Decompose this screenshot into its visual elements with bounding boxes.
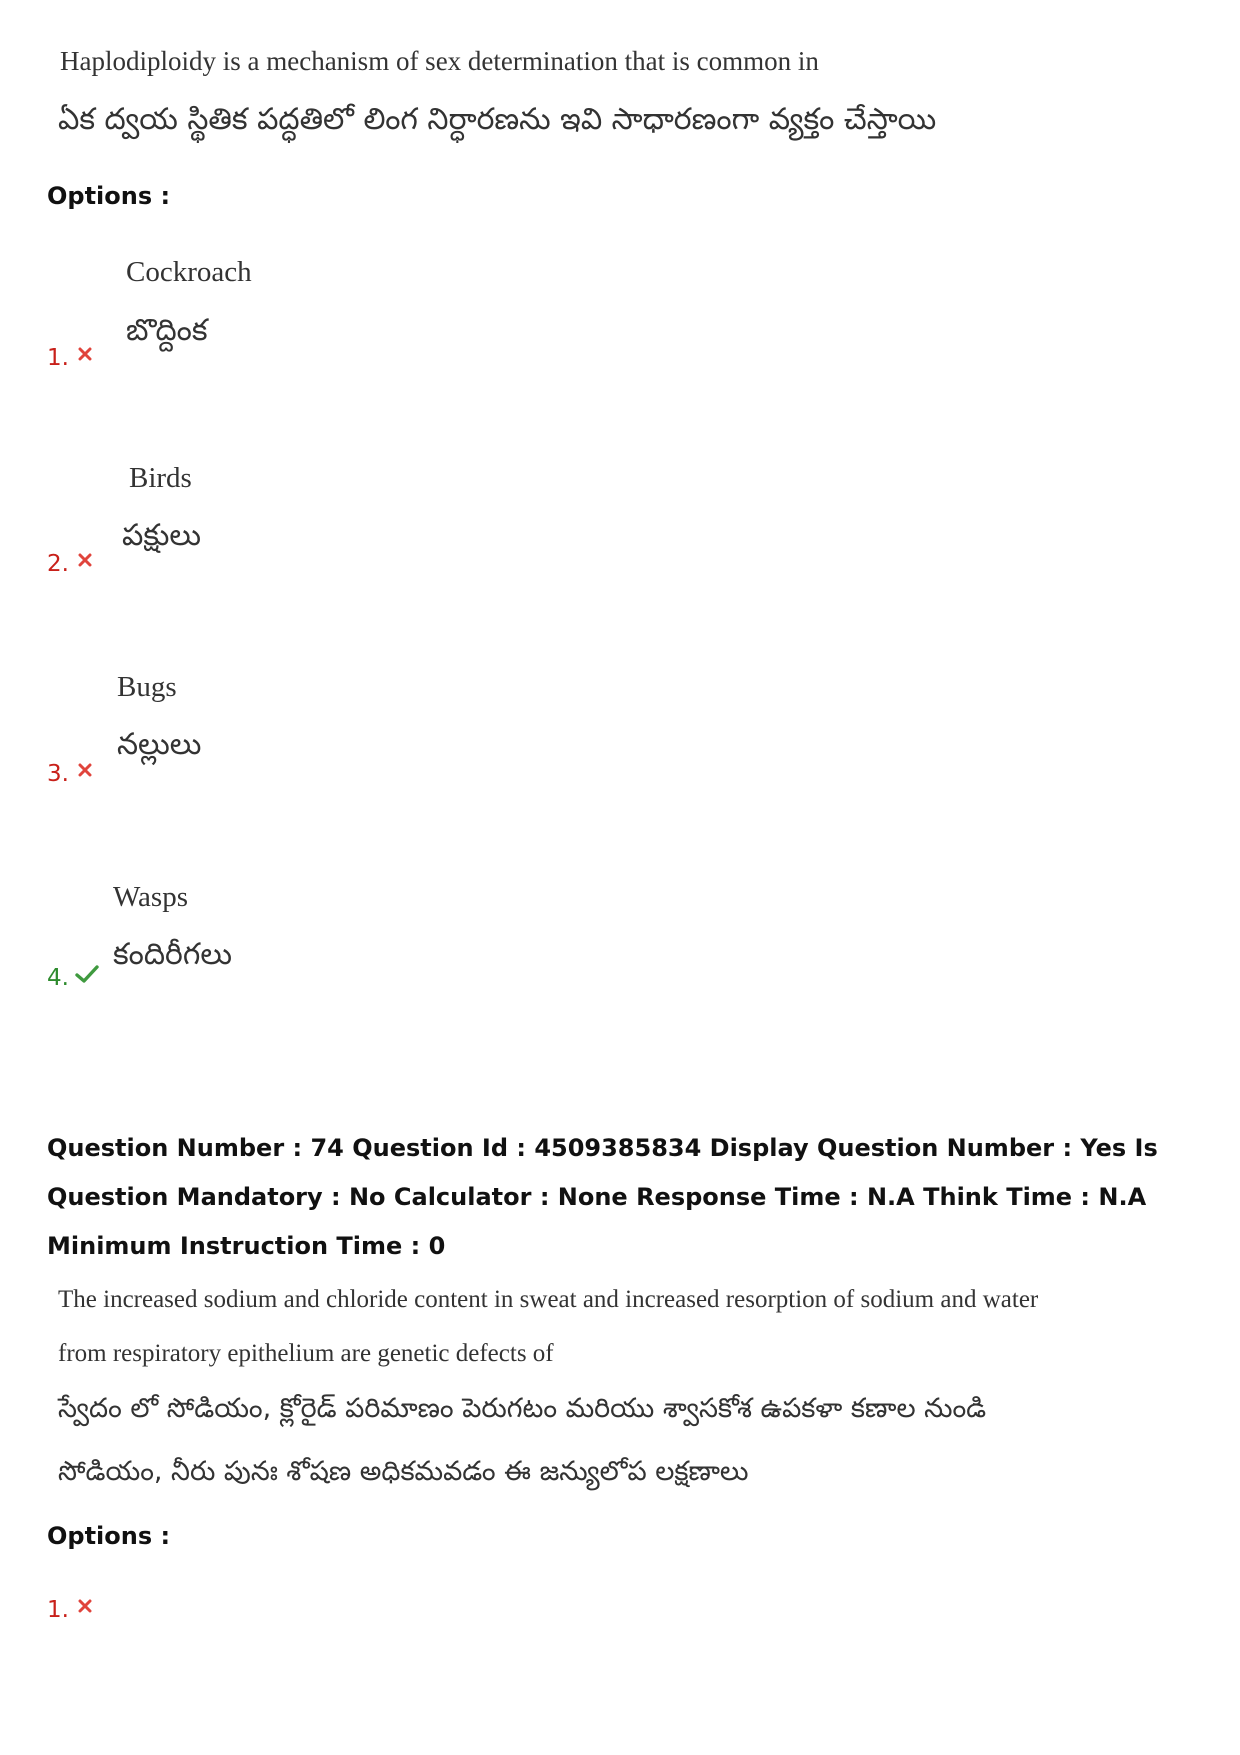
question-73-text-en: Haplodiploidy is a mechanism of sex determination that is common in (60, 46, 819, 76)
question-74-text-en-line2: from respiratory epithelium are genetic defects of (58, 1340, 554, 1367)
cross-icon (78, 763, 92, 777)
question-74-text-te-line1: స్వేదం లో సోడియం, క్లోరైడ్ పరిమాణం పెరుగటం మరియు శ్వాసకోశ ఉపకళా కణాల నుండి (58, 1393, 987, 1424)
option-2-text-en: Birds (129, 462, 192, 494)
question-74-meta: Question Number : 74 Question Id : 4509385834 Display Question Number : Yes Is Question Mandatory : No Calculator : None Response Time : N.A Think Time : N.A Minimum Instruction Time : 0 (47, 1134, 1158, 1260)
option-2-number[interactable]: 2. (47, 551, 69, 577)
question-73-text-te: ఏక ద్వయ స్థితిక పద్ధతిలో లింగ నిర్ధారణను ఇవి సాధారణంగా వ్యక్తం చేస్తాయి (58, 102, 937, 137)
option-2-text-te: పక్షులు (122, 518, 202, 553)
option-1-text-en: Cockroach (126, 256, 252, 288)
option-1-text-te: బొద్దింక (126, 313, 208, 348)
option-1-number[interactable]: 1. (47, 1597, 69, 1623)
option-1-number[interactable]: 1. (47, 345, 69, 371)
option-4-number[interactable]: 4. (47, 965, 69, 991)
options-heading: Options : (47, 182, 171, 210)
cross-icon (78, 1599, 92, 1613)
option-3-number[interactable]: 3. (47, 761, 69, 787)
options-heading: Options : (47, 1522, 171, 1550)
check-icon (75, 964, 99, 984)
option-3-text-en: Bugs (117, 671, 177, 703)
option-3-text-te: నల్లులు (117, 727, 202, 762)
cross-icon (78, 347, 92, 361)
option-4-text-te: కందిరీగలు (113, 937, 232, 972)
cross-icon (78, 553, 92, 567)
option-4-text-en: Wasps (113, 881, 188, 913)
question-74-text-en-line1: The increased sodium and chloride content in sweat and increased resorption of sodium and water (58, 1286, 1039, 1313)
question-74-text-te-line2: సోడియం, నీరు పునః శోషణ అధికమవడం ఈ జన్యులోప లక్షణాలు (58, 1456, 749, 1487)
